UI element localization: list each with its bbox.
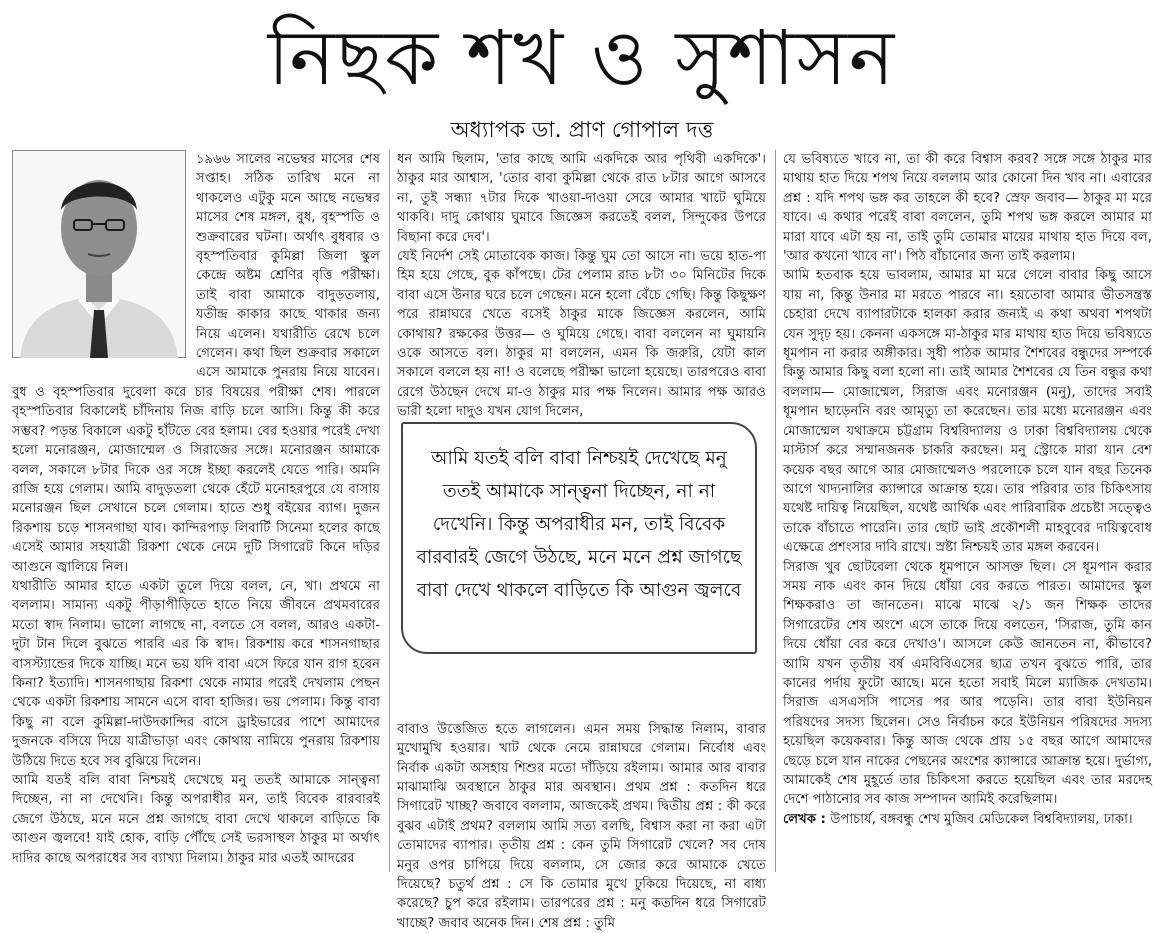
author-byline: অধ্যাপক ডা. প্রাণ গোপাল দত্ত [450, 118, 714, 143]
credit-label: লেখক : [783, 811, 826, 827]
paragraph: যথারীতি আমার হাতে একটা তুলে দিয়ে বলল, নে, খা। প্রথমে না বললাম। সামান্য একটু পীড়াপীড়িতে হাতে নিয়ে জীবনে প্রথমবারের মতো স্বাদ নিলাম। ভালো লাগছে না, বলতে সে বলল, আরও একটা-দুটা টান দিলে বুঝতে পারবি এর কি স্বাদ। রিকশায় করে শাসনগাছার বাসস্ট্যান্ডের দিকে যাচ্ছি। মনে ভয় যদি বাবা এসে ফিরে যান রাগ হবেন কিনা? ইত্যাদি। শাসনগাছায় রিকশা থেকে নামার পরেই দেখলাম পেছন থেকে একটা রিকশায় সামনে এসে বাবা হাজির। ভয় পেলাম। কিন্তু বাবা কিছু না বলে কুমিল্লা-দাউদকান্দির বাসে ড্রাইভারের পাশে আমাদের দুজনকে বসিয়ে দিয়ে যাত্রীভাড়া এবং কোথায় নামিয়ে পুনরায় রিকশায় উঠিয়ে দিতে হবে সব বুঝিয়ে দিলেন। [12, 578, 380, 769]
paragraph: আমি হতবাক হয়ে ভাবলাম, আমার মা মরে গেলে বাবার কিছু আসে যায় না, কিন্তু উনার মা মরতে পারবে না। হয়তোবা আমার ভীতসন্ত্রস্ত চেহারা দেখে ব্যাপারটাকে হালকা করার জন্যই এ কথা অথবা শপথটা যেন সুদৃঢ় হয়। কেননা একসঙ্গে মা-ঠাকুর মার মাথায় হাত দিয়ে ভবিষ্যতে ধূমপান না করার অঙ্গীকার। সুধী পাঠক আমার শৈশবের বন্ধুদের সম্পর্কে কিন্তু আমার কিছু বলা হলো না। তাই আমার শৈশবের যে তিন বন্ধুর কথা বললাম— মোজাম্মেল, সিরাজ এবং মনোরঞ্জন (মনু), তাদের সবাই ধূমপান ছাড়েননি বরং আমৃত্যু তা করেছেন। তার মধ্যে মনোরঞ্জন এবং মোজাম্মেল যথাক্রমে চট্টগ্রাম বিশ্ববিদ্যালয় ও ঢাকা বিশ্ববিদ্যালয় থেকে মাস্টার্স করে সম্মানজনক চাকরি করছেন। মনু স্ট্রোকে মারা যান বেশ কয়েক বছর আগে আর মোজাম্মেলও পরলোকে চলে যান বছর তিনেক আগে খাদ্যনালির ক্যান্সারে আক্রান্ত হয়ে। তার পরিবার তার চিকিৎসায় যথেষ্ট দায়িত্ব নিয়েছিল, যথেষ্ট আর্থিক এবং পারিবারিক প্রচেষ্টা সত্ত্বেও তাকে বাঁচাতে পারেনি। তার ছোট ভাই প্রকৌশলী মাহবুবের দায়িত্ববোধ এক্ষেত্রে প্রশংসার দাবি রাখে। স্রষ্টা নিশ্চয়ই তার মঙ্গল করবেন। [783, 268, 1152, 556]
column-divider [775, 150, 776, 872]
paragraph: সিরাজ খুব ছোটবেলা থেকে ধূমপানে আসক্ত ছিল। সে ধূমপান করার সময় নাক এবং কান দিয়ে ধোঁয়া বের করতে পারত। আমাদের স্কুল শিক্ষকরাও তা জানতেন। মাঝে মাঝে ২/১ জন শিক্ষক তাদের সিগারেটের শেষ অংশে এসে তাকে দিয়ে বলতেন, 'সিরাজ, তুমি কান দিয়ে ধোঁয়া বের করে দেখাও'। আসলে কেউ জানতেন না, কীভাবে? আমি যখন তৃতীয় বর্ষ এমবিবিএসের ছাত্র তখন বুঝতে পারি, তার কানের পর্দায় ফুটো আছে। মনে হতো সবাই মিলে ম্যাজিক দেখতাম। সিরাজ এসএসসি পাসের পর আর পড়েনি। তার বাবা ইউনিয়ন পরিষদের সদস্য ছিলেন। সেও নির্বাচন করে ইউনিয়ন পরিষদের সদস্য হয়েছিল কয়েকবার। কিন্তু আজ থেকে প্রায় ১৫ বছর আগে আমাদের ছেড়ে চলে যান নাকের পেছনের অংশের ক্যান্সারে আক্রান্ত হয়ে। দুর্ভাগ্য, আমাকেই শেষ মুহূর্তে তার চিকিৎসা করতে হয়েছিল এবং তার মরদেহ দেশে পাঠানোর সব কাজ সম্পাদন আমিই করেছিলাম। [783, 559, 1152, 808]
paragraph: ১৯৬৬ সালের নভেম্বর মাসের শেষ সপ্তাহ। সঠিক তারিখ মনে না থাকলেও এটুকু মনে আছে নভেম্বর মাসের শেষ মঙ্গল, বুধ, বৃহস্পতি ও শুক্রবারের ঘটনা। অর্থাৎ বুধবার ও বৃহস্পতিবার কুমিল্লা জিলা স্কুল কেন্দ্রে অষ্টম শ্রেণির বৃত্তি পরীক্ষা। তাই বাবা আমাকে বাদুড়তলায়, যতীন্দ্র কাকার কাছে থাকার জন্য নিয়ে এলেন। যথারীতি রেখে চলে গেলেন। কথা ছিল শুক্রবার সকালে এসে আমাকে পুনরায় নিয়ে যাবেন। বুধ ও বৃহস্পতিবার দুবেলা করে চার বিষয়ের পরীক্ষা শেষ। পারলে বৃহস্পতিবার বিকালেই চাঁদিনায় নিজ বাড়ি চলে আসি। কিন্তু কী করে সম্ভব? পড়ন্ত বিকালে একটু হাঁটতে বের হলাম। বের হওয়ার পরেই দেখা হলো মনোরঞ্জন, মোজাম্মেল ও সিরাজের সঙ্গে। মনোরঞ্জন আমাকে বলল, সকালে ৮টার দিকে ওর সঙ্গে ইচ্ছা করলেই যেতে পারি। অমনি রাজি হয়ে গেলাম। আমি বাদুড়তলা থেকে হেঁটে মনোহরপুরে যে বাসায় মনোরঞ্জন ছিল সেখানে চলে গেলাম। হাতে শুধু বইয়ের ব্যাগ। দুজন রিকশায় চড়ে শাসনগাছা যাব। কান্দিরপাড় লিবার্টি সিনেমা হলের কাছে এসেই আমার সহযাত্রী রিকশা থেকে নেমে দুটি সিগারেট কিনে দড়ির আগুনে জ্বালিয়ে নিল। [12, 152, 380, 575]
paragraph: আমি যতই বলি বাবা নিশ্চয়ই দেখেছে মনু ততই আমাকে সান্ত্বনা দিচ্ছেন, না না দেখেনি। কিন্তু অপরাধীর মন, তাই বিবেক বারবারই জেগে উঠছে, মনে মনে প্রশ্ন জাগছে বাবা দেখে থাকলে বাড়িতে কি আগুন জ্বলবে! যাই হোক, বাড়ি পৌঁছে সেই ভরসাস্থল ঠাকুর মা অর্থাৎ দাদির কাছে অপরাধের সব ব্যাখ্যা দিলাম। ঠাকুর মার এতই আদরের [12, 773, 380, 866]
paragraph: যেই নির্দেশ সেই মোতাবেক কাজ। কিন্তু ঘুম তো আসে না। ভয়ে হাত-পা হিম হয়ে গেছে, বুক কাঁপছে। টের পেলাম রাত ৮টা ৩০ মিনিটের দিকে বাবা এসে উনার ঘরে চলে গেছেন। মনে হলো বেঁচে গেছি। কিন্তু কিছুক্ষণ পরে রান্নাঘরে খেতে বসেই ঠাকুর মাকে জিজ্ঞেস করলেন, আমি কোথায়? রক্ষকের উত্তর— ও ঘুমিয়ে গেছে। বাবা বললেন না ঘুমায়নি ওকে আসতে বল। ঠাকুর মা বললেন, এমন কি জরুরি, যেটা কাল সকালে বললে হয় না! ও বলেছে পরীক্ষা ভালো হয়েছে। তারপরেও বাবা রেগে উঠছেন দেখে মা-ও ঠাকুর মার পক্ষ নিলেন। আমার পক্ষ আরও ভারী হলো দাদুও যখন যোগ দিলেন, [397, 249, 766, 420]
pull-quote: আমি যতই বলি বাবা নিশ্চয়ই দেখেছে মনু ততই আমাকে সান্ত্বনা দিচ্ছেন, না না দেখেনি। কিন্তু অপরাধীর মন, তাই বিবেক বারবারই জেগে উঠছে, মনে মনে প্রশ্ন জাগছে বাবা দেখে থাকলে বাড়িতে কি আগুন জ্বলবে [401, 422, 757, 654]
author-credit [783, 810, 1152, 829]
paragraph: ধন আমি ছিলাম, 'তার কাছে আমি একদিকে আর পৃথিবী একদিকে'। ঠাকুর মার আশ্বাস, 'তোর বাবা কুমিল্লা থেকে রাত ৮টার আগে আসবে না, তুই সন্ধ্যা ৭টার দিকে খাওয়া-দাওয়া সেরে আমার খাটে ঘুমিয়ে থাকবি। দাদু কোথায় ঘুমাবে জিজ্ঞেস করতেই বলল, সিন্দুকের উপরে বিছানা করে দেব'। [397, 152, 766, 245]
credit-text: উপাচার্য, বঙ্গবন্ধু শেখ মুজিব মেডিকেল বিশ্ববিদ্যালয়, ঢাকা। [825, 811, 1133, 827]
article-column-3 [783, 150, 1152, 878]
author-photo [12, 150, 186, 358]
headline: নিছক শখ ও সুশাসন [267, 13, 897, 102]
article-column-1 [12, 150, 380, 878]
column-divider [389, 150, 390, 872]
paragraph: বাবাও উত্তেজিত হতে লাগলেন। এমন সময় সিদ্ধান্ত নিলাম, বাবার মুখোমুখি হওয়ার। খাট থেকে নেমে রান্নাঘরে গেলাম। নির্বোধ এবং নির্বাক একটা অসহায় শিশুর মতো দাঁড়িয়ে রইলাম। আমার আর বাবার মাঝামাঝি অবস্থানে ঠাকুর মার অবস্থান। প্রথম প্রশ্ন : কতদিন ধরে সিগারেট খাচ্ছ? জবাবে বললাম, আজকেই প্রথম। দ্বিতীয় প্রশ্ন : কী করে বুঝব এটাই প্রথম? বললাম আমি সত্য বলছি, বিশ্বাস করা না করা এটা তোমাদের ব্যাপার। তৃতীয় প্রশ্ন : কেন তুমি সিগারেট খেলে? সব দোষ মনুর ওপর চাপিয়ে দিয়ে বললাম, সে জোর করে আমাকে খেতে দিয়েছে? চতুর্থ প্রশ্ন : সে কি তোমার মুখে ঢুকিয়ে দিয়েছে, না বাধ্য করেছে? চুপ করে রইলাম। তারপরের প্রশ্ন : মনু কতদিন ধরে সিগারেট খাচ্ছে? জবাব অনেক দিন। শেষ প্রশ্ন : তুমি [397, 721, 766, 931]
paragraph: যে ভবিষ্যতে খাবে না, তা কী করে বিশ্বাস করব? সঙ্গে সঙ্গে ঠাকুর মার মাথায় হাত দিয়ে শপথ নিয়ে বললাম আর কোনো দিন খাব না। এবারের প্রশ্ন : যদি শপথ ভঙ্গ কর তাহলে কী হবে? স্রেফ জবাব— ঠাকুর মা মরে যাবে। এ কথার পরেই বাবা বললেন, তুমি শপথ ভঙ্গ করলে আমার মা মারা যাবে এটা হয় না, তাই তুমি তোমার মায়ের মাথায় হাত দিয়ে বল, 'আর কখনো খাবে না'। পিঠ বাঁচানোর জন্য তাই করলাম। [783, 152, 1152, 265]
